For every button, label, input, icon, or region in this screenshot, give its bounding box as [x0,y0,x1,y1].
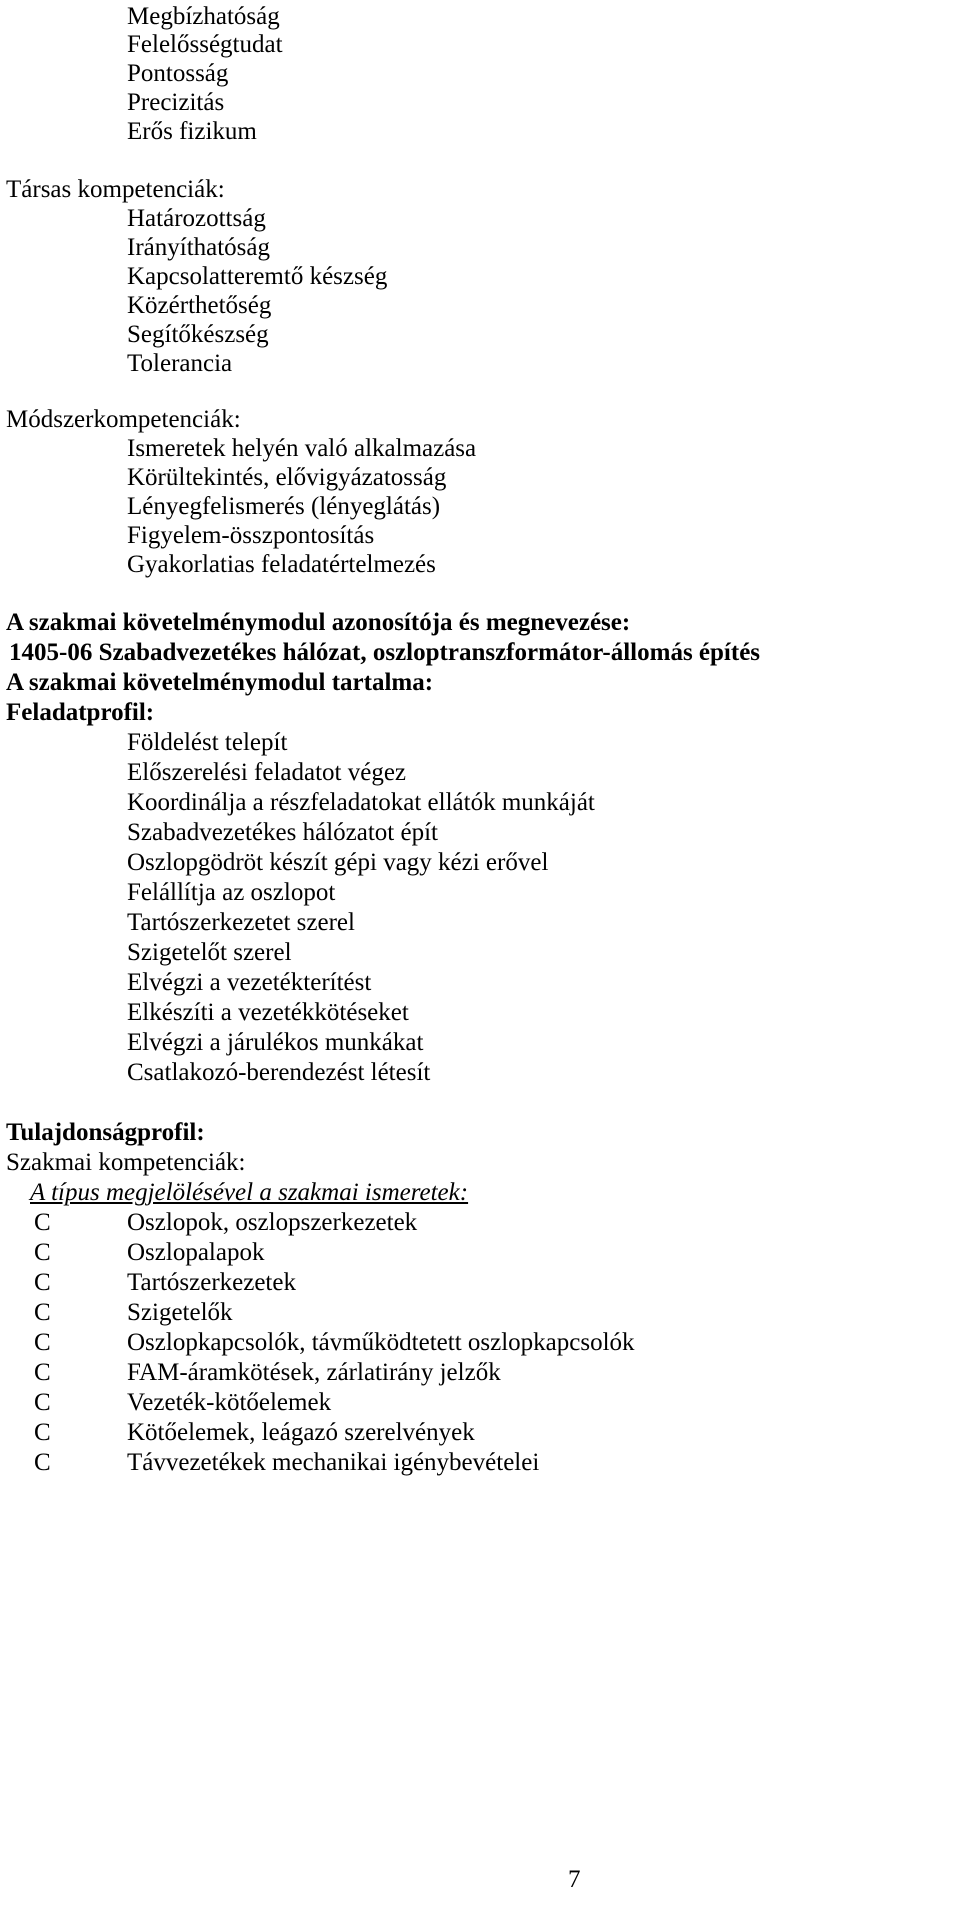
task-item: Szigetelőt szerel [127,939,292,966]
method-competencies-heading: Módszerkompetenciák: [6,406,241,433]
knowledge-item: Vezeték-kötőelemek [127,1389,332,1416]
knowledge-item: Oszlopalapok [127,1239,265,1266]
task-item: Koordinálja a részfeladatokat ellátók munkáját [127,789,595,816]
knowledge-type: C [34,1359,51,1386]
task-item: Elvégzi a vezetékterítést [127,969,372,996]
knowledge-item: Tartószerkezetek [127,1269,296,1296]
task-item: Tartószerkezetet szerel [127,909,355,936]
task-item: Elvégzi a járulékos munkákat [127,1029,424,1056]
list-item: Figyelem-összpontosítás [127,522,375,549]
property-profile-heading: Tulajdonságprofil: [6,1119,205,1146]
task-item: Földelést telepít [127,729,288,756]
list-item: Erős fizikum [127,118,257,145]
list-item: Gyakorlatias feladatértelmezés [127,551,436,578]
knowledge-item: Szigetelők [127,1299,233,1326]
list-item: Segítőkészség [127,321,269,348]
module-id-value: 1405-06 Szabadvezetékes hálózat, oszloptranszformátor-állomás építés [9,639,761,666]
knowledge-type: C [34,1299,51,1326]
task-item: Felállítja az oszlopot [127,879,336,906]
module-content-heading: A szakmai követelménymodul tartalma: [6,669,434,696]
list-item: Körültekintés, elővigyázatosság [127,464,447,491]
list-item: Lényegfelismerés (lényeglátás) [127,493,441,520]
task-item: Előszerelési feladatot végez [127,759,407,786]
list-item: Pontosság [127,60,229,87]
knowledge-item: Távvezetékek mechanikai igénybevételei [127,1449,540,1476]
social-competencies-heading: Társas kompetenciák: [6,176,225,203]
knowledge-type: C [34,1209,51,1236]
knowledge-type: C [34,1329,51,1356]
task-profile-heading: Feladatprofil: [6,699,155,726]
task-item: Csatlakozó-berendezést létesít [127,1059,431,1086]
knowledge-heading: A típus megjelölésével a szakmai ismeretek: [30,1179,469,1206]
list-item: Megbízhatóság [127,3,280,30]
knowledge-item: Kötőelemek, leágazó szerelvények [127,1419,475,1446]
list-item: Közérthetőség [127,292,272,319]
list-item: Irányíthatóság [127,234,271,261]
professional-competencies-heading: Szakmai kompetenciák: [6,1149,246,1176]
module-id-heading: A szakmai követelménymodul azonosítója és megnevezése: [6,609,631,636]
knowledge-item: Oszlopkapcsolók, távműködtetett oszlopkapcsolók [127,1329,635,1356]
knowledge-type: C [34,1449,51,1476]
list-item: Kapcsolatteremtő készség [127,263,388,290]
knowledge-type: C [34,1269,51,1296]
list-item: Felelősségtudat [127,31,283,58]
page-number: 7 [568,1866,581,1893]
knowledge-item: FAM-áramkötések, zárlatirány jelzők [127,1359,501,1386]
list-item: Tolerancia [127,350,233,377]
knowledge-type: C [34,1419,51,1446]
knowledge-type: C [34,1239,51,1266]
task-item: Oszlopgödröt készít gépi vagy kézi erővel [127,849,549,876]
list-item: Precizitás [127,89,225,116]
knowledge-type: C [34,1389,51,1416]
knowledge-item: Oszlopok, oszlopszerkezetek [127,1209,418,1236]
task-item: Szabadvezetékes hálózatot épít [127,819,438,846]
list-item: Határozottság [127,205,266,232]
task-item: Elkészíti a vezetékkötéseket [127,999,409,1026]
list-item: Ismeretek helyén való alkalmazása [127,435,477,462]
